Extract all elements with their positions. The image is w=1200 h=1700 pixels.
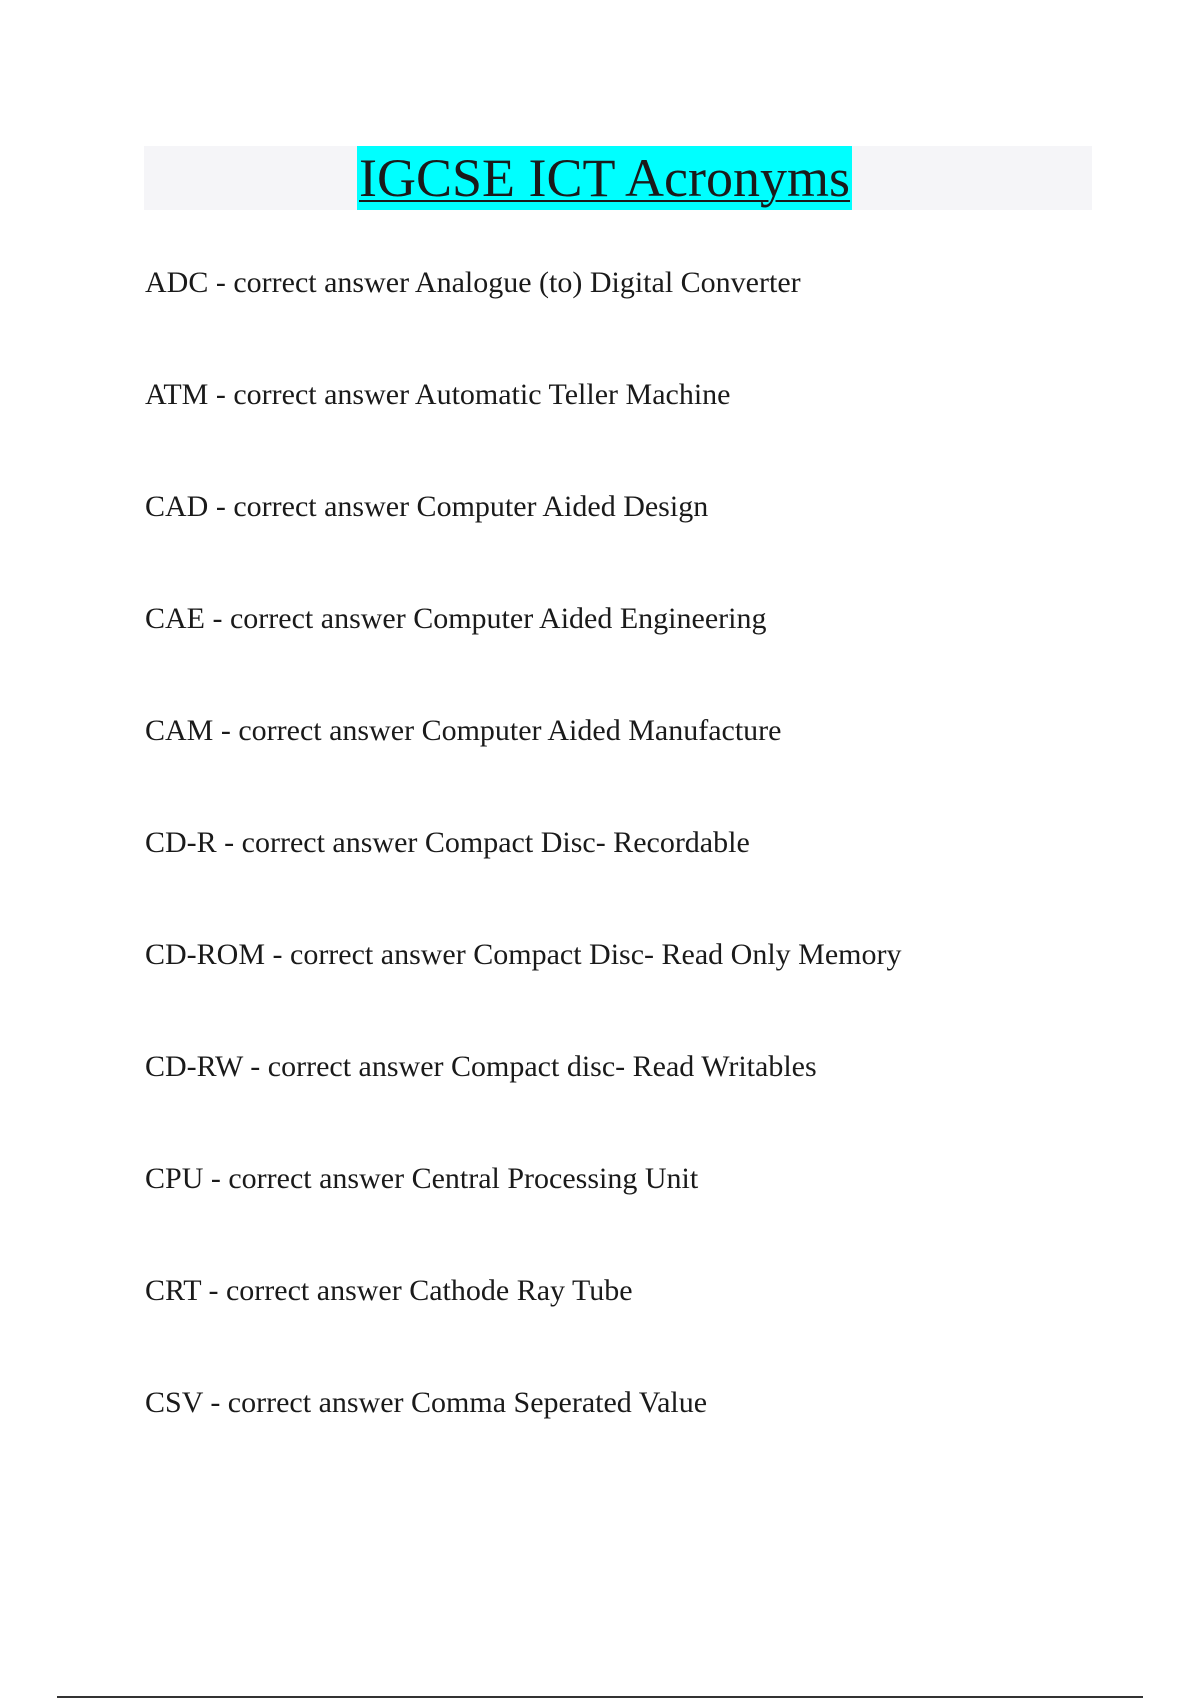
acronym-entry-cae: CAE - correct answer Computer Aided Engineering [145, 602, 767, 635]
acronym-entry-crt: CRT - correct answer Cathode Ray Tube [145, 1274, 633, 1307]
acronym-entry-cad: CAD - correct answer Computer Aided Design [145, 490, 709, 523]
acronym-entry-cd-r: CD-R - correct answer Compact Disc- Recordable [145, 826, 750, 859]
acronym-entry-cd-rw: CD-RW - correct answer Compact disc- Read Writables [145, 1050, 817, 1083]
acronym-entry-cam: CAM - correct answer Computer Aided Manufacture [145, 714, 782, 747]
acronym-entry-atm: ATM - correct answer Automatic Teller Machine [145, 378, 731, 411]
acronym-entry-adc: ADC - correct answer Analogue (to) Digital Converter [145, 266, 801, 299]
page-title: IGCSE ICT Acronyms [359, 148, 851, 208]
acronym-entry-cpu: CPU - correct answer Central Processing Unit [145, 1162, 699, 1195]
acronym-entry-csv: CSV - correct answer Comma Seperated Value [145, 1386, 708, 1419]
acronym-entry-cd-rom: CD-ROM - correct answer Compact Disc- Read Only Memory [145, 938, 902, 971]
footer-divider [57, 1696, 1143, 1698]
